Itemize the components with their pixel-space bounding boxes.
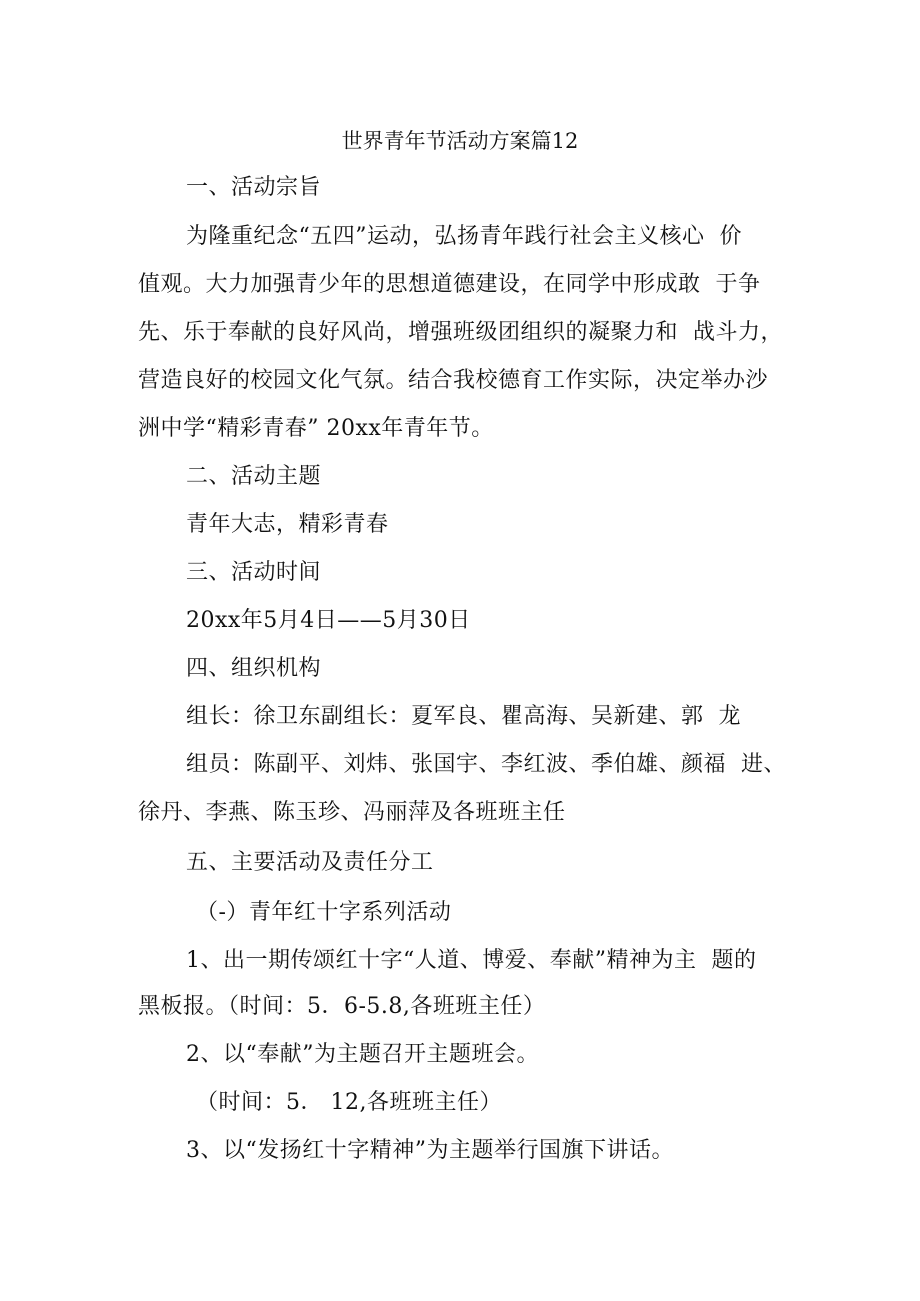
paragraph-line: 营造良好的校园文化气氛。结合我校德育工作实际，决定举办沙 [138, 368, 769, 393]
list-item-time: （时间：5． 12,各班班主任） [196, 1090, 502, 1115]
list-item: 2、以“奉献”为主题召开主题班会。 [186, 1042, 539, 1067]
paragraph-line: 为隆重纪念“五四”运动，弘扬青年践行社会主义核心 价 [186, 224, 742, 249]
subsection-heading: （-）青年红十字系列活动 [196, 900, 452, 925]
paragraph-line: 先、乐于奉献的良好风尚，增强班级团组织的凝聚力和 战斗力， [138, 320, 783, 345]
list-item: 3、以“发扬红十字精神”为主题举行国旗下讲话。 [186, 1138, 674, 1163]
paragraph-line: 值观。大力加强青少年的思想道德建设，在同学中形成敢 于争 [138, 272, 761, 297]
list-item: 1、出一期传颂红十字“人道、博爱、奉献”精神为主 题的 [186, 948, 757, 973]
section-heading-purpose: 一、活动宗旨 [186, 175, 322, 200]
members-line: 徐丹、李燕、陈玉珍、冯丽萍及各班班主任 [138, 800, 566, 825]
section-heading-theme: 二、活动主题 [186, 464, 322, 489]
members-line: 组员：陈副平、刘炜、张国宇、李红波、季伯雄、颜福 进、 [186, 752, 786, 777]
section-heading-activities: 五、主要活动及责任分工 [186, 850, 434, 875]
list-item: 黑板报。（时间：5．6-5.8,各班班主任） [138, 994, 546, 1019]
section-heading-time: 三、活动时间 [186, 560, 322, 585]
document-title: 世界青年节活动方案篇12 [341, 129, 579, 153]
time-text: 20xx年5月4日——5月30日 [186, 608, 471, 633]
leader-line: 组长：徐卫东副组长：夏军良、瞿高海、吴新建、郭 龙 [186, 704, 741, 729]
section-heading-organization: 四、组织机构 [186, 656, 322, 681]
paragraph-line: 洲中学“精彩青春” 20xx年青年节。 [138, 416, 494, 441]
theme-text: 青年大志，精彩青春 [186, 512, 389, 537]
